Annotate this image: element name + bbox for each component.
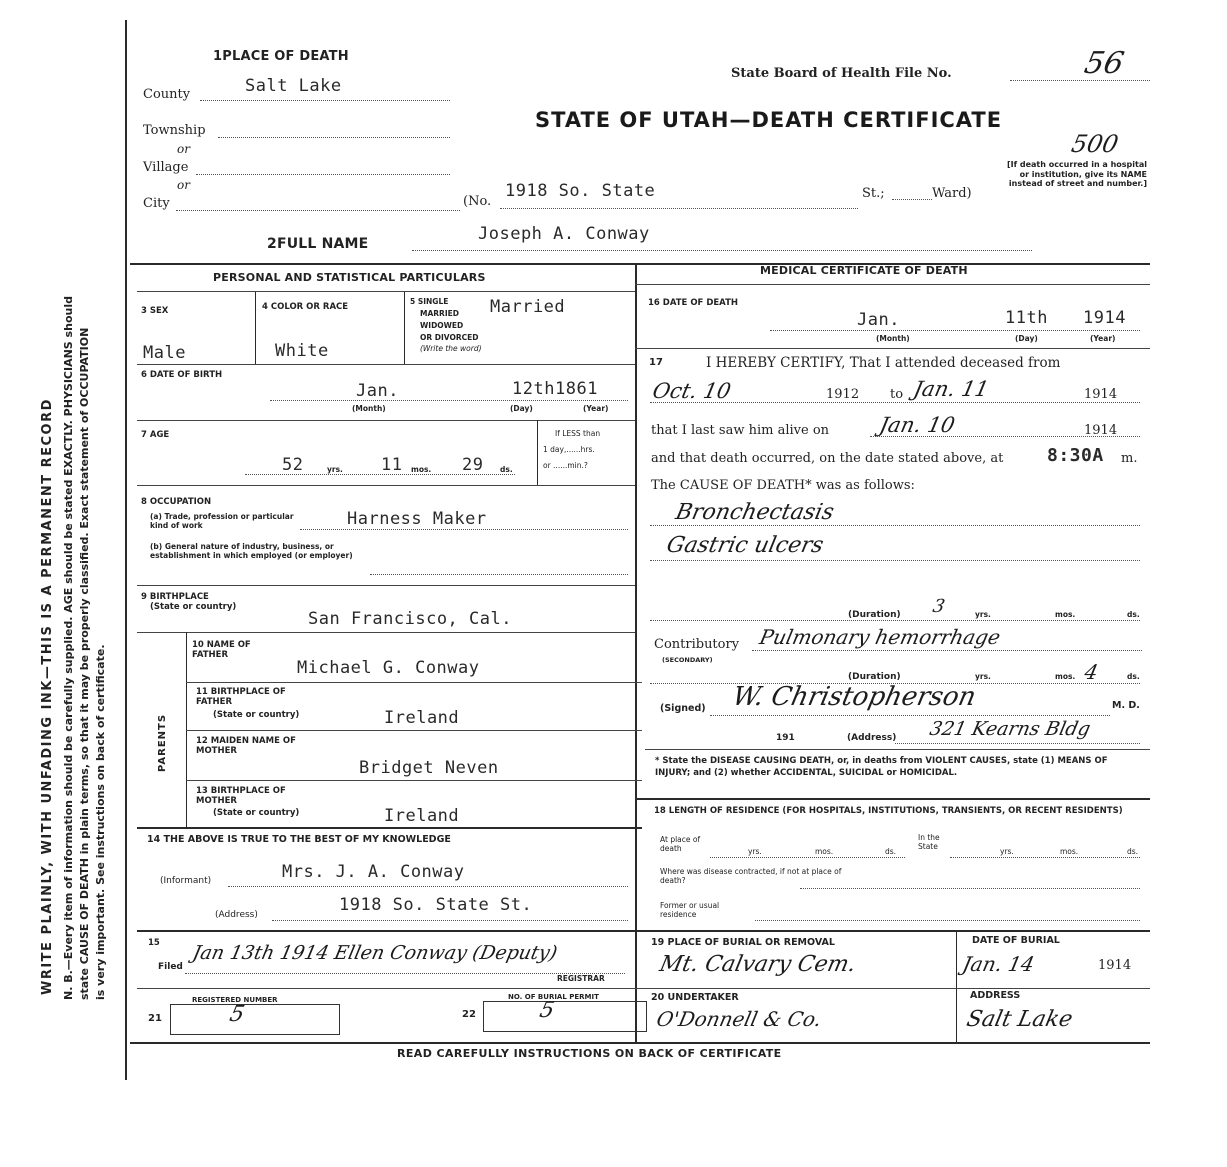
burial-permit-label: NO. OF BURIAL PERMIT: [508, 993, 599, 1001]
contributory-duration-mos: mos.: [1055, 672, 1076, 681]
contributory-duration-yrs: yrs.: [975, 672, 991, 681]
at-place-yrs: yrs.: [748, 847, 762, 856]
attended-from: Oct. 10: [650, 379, 734, 403]
sex-value: Male: [143, 343, 186, 363]
color-value: White: [275, 341, 329, 361]
registered-number-label: REGISTERED NUMBER: [192, 996, 278, 1004]
mother-birth-caption: (State or country): [213, 808, 300, 818]
father-birth-label: 11 BIRTHPLACE OF FATHER: [196, 687, 286, 707]
duration-label: (Duration): [848, 610, 901, 620]
row-rule-mother-birth: [137, 827, 642, 829]
informant-label: (Informant): [160, 876, 212, 886]
death-month-caption: (Month): [876, 334, 910, 343]
grid-top-line: [130, 263, 1150, 265]
age-divider: [537, 420, 538, 485]
burial-permit-num: 22: [462, 1009, 476, 1020]
in-state-line: [950, 857, 1140, 858]
birthplace-value: San Francisco, Cal.: [308, 609, 512, 629]
parents-label: PARENTS: [157, 713, 168, 772]
medical-section-title: MEDICAL CERTIFICATE OF DEATH: [760, 264, 968, 277]
marital-label-3: WIDOWED: [420, 321, 464, 330]
marital-value: Married: [490, 297, 566, 317]
death-date-line: [770, 330, 1140, 331]
certify-number: 17: [649, 357, 663, 368]
burial-place-value: Mt. Calvary Cem.: [657, 952, 859, 977]
duration-mos: mos.: [1055, 610, 1076, 619]
row-rule-mother: [186, 780, 642, 781]
burial-place-label: 19 PLACE OF BURIAL OR REMOVAL: [651, 937, 835, 948]
disease-contracted-line: [800, 888, 1140, 889]
full-name-line: [412, 250, 1032, 251]
contributory-duration-ds: ds.: [1127, 672, 1140, 681]
row-rule-footnote: [635, 798, 1150, 800]
contributory-duration-value: 4: [1082, 660, 1101, 684]
contributory-line: [752, 650, 1142, 651]
undertaker-address-label: ADDRESS: [970, 990, 1021, 1001]
informant-address-line: [272, 920, 628, 921]
street-no-label: (No.: [463, 194, 492, 209]
informant-value: Mrs. J. A. Conway: [282, 862, 465, 882]
mother-value: Bridget Neven: [359, 758, 499, 778]
city-label: City: [143, 196, 170, 211]
physician-address-label: (Address): [847, 733, 897, 743]
age-days: 29: [462, 455, 484, 475]
dob-label: 6 DATE OF BIRTH: [141, 370, 223, 380]
handwritten-500: 500: [1069, 130, 1121, 158]
md-label: M. D.: [1112, 700, 1140, 711]
ward-line: [892, 199, 932, 200]
death-occurred-label: and that death occurred, on the date stated above, at: [651, 451, 1004, 466]
grid-middle-line: [635, 263, 637, 1043]
certify-text: I HEREBY CERTIFY, That I attended deceased from: [706, 355, 1061, 371]
date-of-burial-year: 1914: [1098, 958, 1132, 973]
or-label-2: or: [177, 178, 190, 192]
dob-month: Jan.: [356, 381, 399, 401]
attended-from-year: 1912: [826, 387, 860, 402]
county-line: [200, 100, 450, 101]
undertaker-address-value: Salt Lake: [964, 1007, 1075, 1032]
to-label: to: [890, 387, 904, 402]
row-rule-informant: [137, 930, 635, 932]
row-rule-birthplace: [137, 632, 635, 633]
date-of-burial-label: DATE OF BURIAL: [972, 935, 1060, 946]
street-line: [500, 208, 858, 209]
county-value: Salt Lake: [245, 76, 342, 96]
physician-address-value: 321 Kearns Bldg: [927, 718, 1093, 740]
duration-value: 3: [930, 596, 947, 617]
father-birth-caption: (State or country): [213, 710, 300, 720]
registered-number-value: 5: [227, 1002, 247, 1027]
at-place-line: [710, 857, 905, 858]
date-of-burial-value: Jan. 14: [960, 952, 1037, 976]
birthplace-caption: (State or country): [150, 602, 237, 612]
registered-number-box: [170, 1004, 340, 1035]
at-place-label: At place of death: [660, 835, 701, 853]
in-state-yrs: yrs.: [1000, 847, 1014, 856]
row-rule-residence: [635, 930, 1150, 932]
occupation-b-label: (b) General nature of industry, business, or establishment in which employed (or employer): [150, 542, 353, 560]
attended-to-year: 1914: [1084, 387, 1118, 402]
row-rule-sex: [137, 364, 635, 365]
mother-birth-label: 13 BIRTHPLACE OF MOTHER: [196, 786, 286, 806]
instructions-note-line-1: N. B.—Every item of information should be carefully supplied. AGE should be stated EXACTLY. PHYSICIANS should: [62, 296, 75, 1000]
color-divider: [404, 292, 405, 364]
marital-label-2: MARRIED: [420, 309, 459, 318]
township-label: Township: [143, 123, 206, 138]
attended-to: Jan. 11: [911, 377, 992, 401]
village-label: Village: [143, 160, 189, 175]
county-label: County: [143, 87, 191, 102]
file-number-label: State Board of Health File No.: [731, 66, 952, 81]
medical-title-rule: [635, 284, 1150, 285]
file-number-line: [1010, 80, 1150, 81]
marital-label-4: OR DIVORCED: [420, 333, 479, 342]
row-rule-burial: [635, 988, 1150, 989]
duration-ds: ds.: [1127, 610, 1140, 619]
mother-label: 12 MAIDEN NAME OF MOTHER: [196, 736, 296, 756]
death-time: 8:30A: [1047, 445, 1104, 466]
row-rule-date-of-death: [635, 348, 1150, 349]
if-less-1: If LESS than: [555, 429, 601, 438]
row-rule-father: [186, 682, 642, 683]
mother-birth-value: Ireland: [384, 806, 460, 826]
informant-address-value: 1918 So. State St.: [339, 895, 533, 915]
cause-1: Bronchectasis: [673, 500, 837, 525]
full-name-label: 2FULL NAME: [267, 236, 369, 252]
dob-day: 12th: [512, 379, 555, 399]
at-place-ds: ds.: [885, 847, 897, 856]
informant-line: [228, 886, 628, 887]
in-state-label: In the State: [918, 833, 940, 851]
contributory-duration-label: (Duration): [848, 672, 901, 682]
death-year-caption: (Year): [1090, 334, 1116, 343]
residence-label: 18 LENGTH OF RESIDENCE (FOR HOSPITALS, INSTITUTIONS, TRANSIENTS, OR RECENT RESIDENTS): [654, 806, 1123, 816]
registered-number-num: 21: [148, 1013, 162, 1024]
undertaker-label: 20 UNDERTAKER: [651, 992, 739, 1003]
burial-permit-value: 5: [537, 998, 557, 1023]
disease-contracted-label: Where was disease contracted, if not at place of death?: [660, 867, 842, 885]
place-of-death-label: 1PLACE OF DEATH: [213, 49, 349, 64]
dob-day-caption: (Day): [510, 404, 533, 413]
death-year: 1914: [1083, 308, 1126, 328]
death-time-m: m.: [1121, 451, 1138, 466]
file-number-value: 56: [1081, 46, 1127, 81]
physician-address-line: [895, 743, 1140, 744]
violent-causes-footnote: * State the DISEASE CAUSING DEATH, or, in deaths from VIOLENT CAUSES, state (1) MEANS OF INJURY; and (2) whether ACCIDENTAL, SUICIDAL or HOMICIDAL.: [655, 756, 1108, 778]
age-months: 11: [381, 455, 403, 475]
signed-line: [710, 715, 1110, 716]
knowledge-label: 14 THE ABOVE IS TRUE TO THE BEST OF MY KNOWLEDGE: [147, 834, 451, 845]
certificate-title: STATE OF UTAH—DEATH CERTIFICATE: [535, 108, 1003, 132]
sex-label: 3 SEX: [141, 306, 169, 316]
personal-title-rule: [137, 291, 635, 292]
occupation-value: Harness Maker: [347, 509, 487, 529]
secondary-label: (SECONDARY): [662, 656, 713, 664]
filed-label: Filed: [158, 962, 183, 972]
registrar-label: REGISTRAR: [557, 974, 605, 983]
row-rule-filed: [137, 988, 635, 989]
last-saw-year: 1914: [1084, 423, 1118, 438]
father-value: Michael G. Conway: [297, 658, 480, 678]
hospital-note: [If death occurred in a hospital or institution, give its NAME instead of street and number.]: [1006, 160, 1147, 188]
former-residence-label: Former or usual residence: [660, 901, 720, 919]
marital-label-1: 5 SINGLE: [410, 297, 449, 306]
cause-1-line: [650, 525, 1140, 526]
occupation-line: [300, 529, 628, 530]
age-years: 52: [282, 455, 304, 475]
personal-section-title: PERSONAL AND STATISTICAL PARTICULARS: [213, 271, 486, 284]
dob-year-caption: (Year): [583, 404, 609, 413]
village-line: [196, 174, 450, 175]
if-less-3: or ......min.?: [543, 461, 588, 470]
last-saw-value: Jan. 10: [877, 413, 958, 437]
dob-month-caption: (Month): [352, 404, 386, 413]
grid-bottom-line: [130, 1042, 1150, 1044]
signed-year-label: 191: [776, 733, 795, 743]
age-line: [245, 474, 515, 475]
informant-address-label: (Address): [215, 910, 258, 920]
age-years-caption: yrs.: [327, 465, 343, 474]
row-rule-signed: [645, 749, 1150, 750]
full-name-value: Joseph A. Conway: [478, 224, 650, 244]
row-rule-age: [137, 485, 635, 486]
occupation-b-line: [370, 574, 628, 575]
in-state-mos: mos.: [1060, 847, 1079, 856]
former-residence-line: [755, 920, 1140, 921]
age-months-caption: mos.: [411, 465, 432, 474]
row-rule-occupation: [137, 585, 635, 586]
age-days-caption: ds.: [500, 465, 513, 474]
in-state-ds: ds.: [1127, 847, 1139, 856]
contributory-label: Contributory: [654, 637, 740, 652]
township-line: [218, 137, 450, 138]
burial-divider: [956, 930, 957, 1042]
instructions-note-line-3: is very important. See instructions on back of certificate.: [94, 644, 107, 1000]
duration-yrs: yrs.: [975, 610, 991, 619]
death-day: 11th: [1005, 308, 1048, 328]
permanent-record-note: WRITE PLAINLY, WITH UNFADING INK—THIS IS A PERMANENT RECORD: [40, 398, 55, 995]
last-saw-label: that I last saw him alive on: [651, 423, 830, 438]
cause-2: Gastric ulcers: [664, 533, 826, 558]
death-month: Jan.: [857, 310, 900, 330]
filed-number: 15: [148, 938, 160, 948]
row-rule-father-birth: [186, 730, 642, 731]
back-instructions: READ CAREFULLY INSTRUCTIONS ON BACK OF CERTIFICATE: [397, 1047, 782, 1060]
sex-divider: [255, 292, 256, 364]
street-st-label: St.;: [862, 186, 885, 201]
or-label-1: or: [177, 142, 190, 156]
birthplace-label: 9 BIRTHPLACE: [141, 592, 209, 602]
filed-value: Jan 13th 1914 Ellen Conway (Deputy): [190, 942, 560, 964]
signed-value: W. Christopherson: [729, 682, 979, 712]
cause-2-line: [650, 560, 1140, 561]
dob-line: [270, 400, 628, 401]
at-place-mos: mos.: [815, 847, 834, 856]
street-value: 1918 So. State: [505, 181, 656, 201]
marital-label-5: (Write the word): [420, 344, 482, 353]
age-label: 7 AGE: [141, 430, 170, 440]
instructions-note-line-2: state CAUSE OF DEATH in plain terms, so that it may be properly classified. Exact statement of OCCUPATION: [78, 327, 91, 1000]
death-day-caption: (Day): [1015, 334, 1038, 343]
contributory-value: Pulmonary hemorrhage: [757, 625, 1003, 649]
city-line: [176, 210, 460, 211]
signed-label: (Signed): [660, 703, 706, 714]
father-birth-value: Ireland: [384, 708, 460, 728]
duration-line: [650, 620, 1140, 621]
occupation-a-label: (a) Trade, profession or particular kind of work: [150, 512, 294, 530]
undertaker-value: O'Donnell & Co.: [654, 1007, 824, 1031]
dob-year: 1861: [555, 379, 598, 399]
left-frame-line: [125, 20, 127, 1080]
attended-line: [650, 402, 1140, 403]
color-label: 4 COLOR OR RACE: [262, 302, 349, 312]
ward-label: Ward): [932, 186, 972, 201]
father-label: 10 NAME OF FATHER: [192, 640, 251, 660]
date-of-death-label: 16 DATE OF DEATH: [648, 298, 739, 308]
row-rule-dob: [137, 420, 635, 421]
occupation-label: 8 OCCUPATION: [141, 497, 212, 507]
cause-label: The CAUSE OF DEATH* was as follows:: [651, 478, 915, 493]
if-less-2: 1 day,......hrs.: [543, 445, 595, 454]
burial-permit-box: [483, 1001, 647, 1032]
